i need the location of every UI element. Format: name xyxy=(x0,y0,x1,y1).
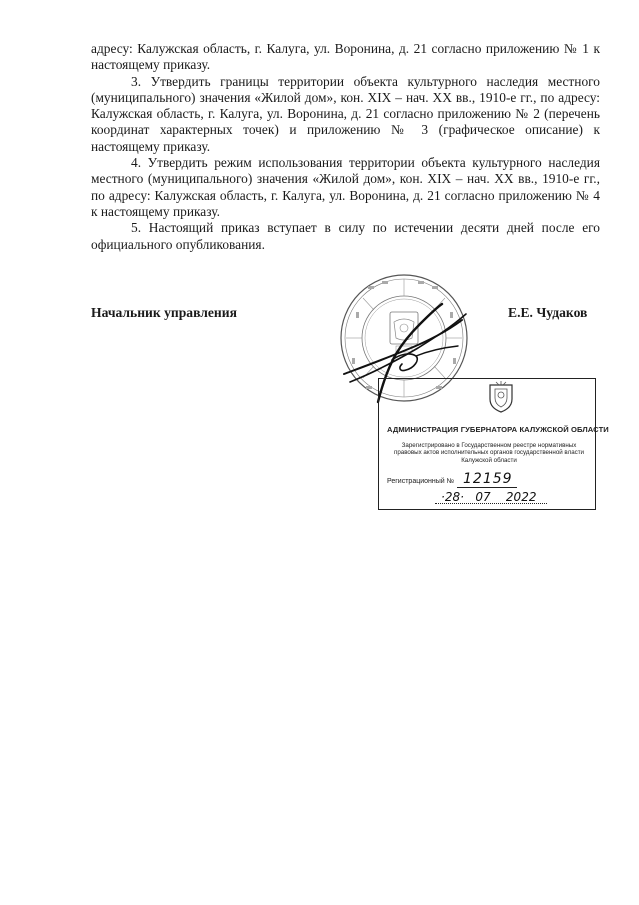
body-text xyxy=(91,41,600,253)
signer-name: Е.Е. Чудаков xyxy=(508,305,588,320)
paragraph-continuation: адресу: Калужская область, г. Калуга, ул. Воронина, д. 21 согласно приложению № 1 к настоящему приказу. xyxy=(91,41,600,73)
registration-number-label: Регистрационный № xyxy=(387,478,455,485)
registration-date-year: 2022 xyxy=(505,490,537,504)
registration-number: 12159 xyxy=(463,471,513,487)
signer-position-title: Начальник управления xyxy=(91,305,237,320)
coat-of-arms-icon xyxy=(487,381,515,413)
registration-date-month: 07 xyxy=(475,490,491,504)
paragraph-item-4: 4. Утвердить режим использования территории объекта культурного наследия местного (муниципального) значения «Жилой дом», кон. XIX – нач. XX вв., 1910-е гг., по адресу: Калужская область, г. Калуга, ул. Воронина, д. 21 согласно приложению № 4 к настоящему приказу. xyxy=(91,155,600,219)
paragraph-item-5: 5. Настоящий приказ вступает в силу по истечении десяти дней после его официального опубликования. xyxy=(91,220,600,252)
registration-date: ·28· 07 2022 xyxy=(441,490,537,504)
registration-number-line xyxy=(457,487,517,488)
registration-date-day: 28 xyxy=(444,490,461,504)
registration-stamp xyxy=(378,378,609,510)
stamp-registration-text: Зарегистрировано в Государственном реестре нормативных правовых актов исполнительных органов государственной власти Калужской области xyxy=(393,442,585,464)
paragraph-item-3: 3. Утвердить границы территории объекта культурного наследия местного (муниципального) значения «Жилой дом», кон. XIX – нач. XX вв., 1910-е гг., по адресу: Калужская область, г. Калуга, ул. Воронина, д. 21 согласно приложению № 2 (перечень координат характерных точек) и приложению № 3 (графическое описание) к настоящему приказу. xyxy=(91,73,600,154)
stamp-title: АДМИНИСТРАЦИЯ ГУБЕРНАТОРА КАЛУЖСКОЙ ОБЛАСТИ xyxy=(387,425,609,434)
